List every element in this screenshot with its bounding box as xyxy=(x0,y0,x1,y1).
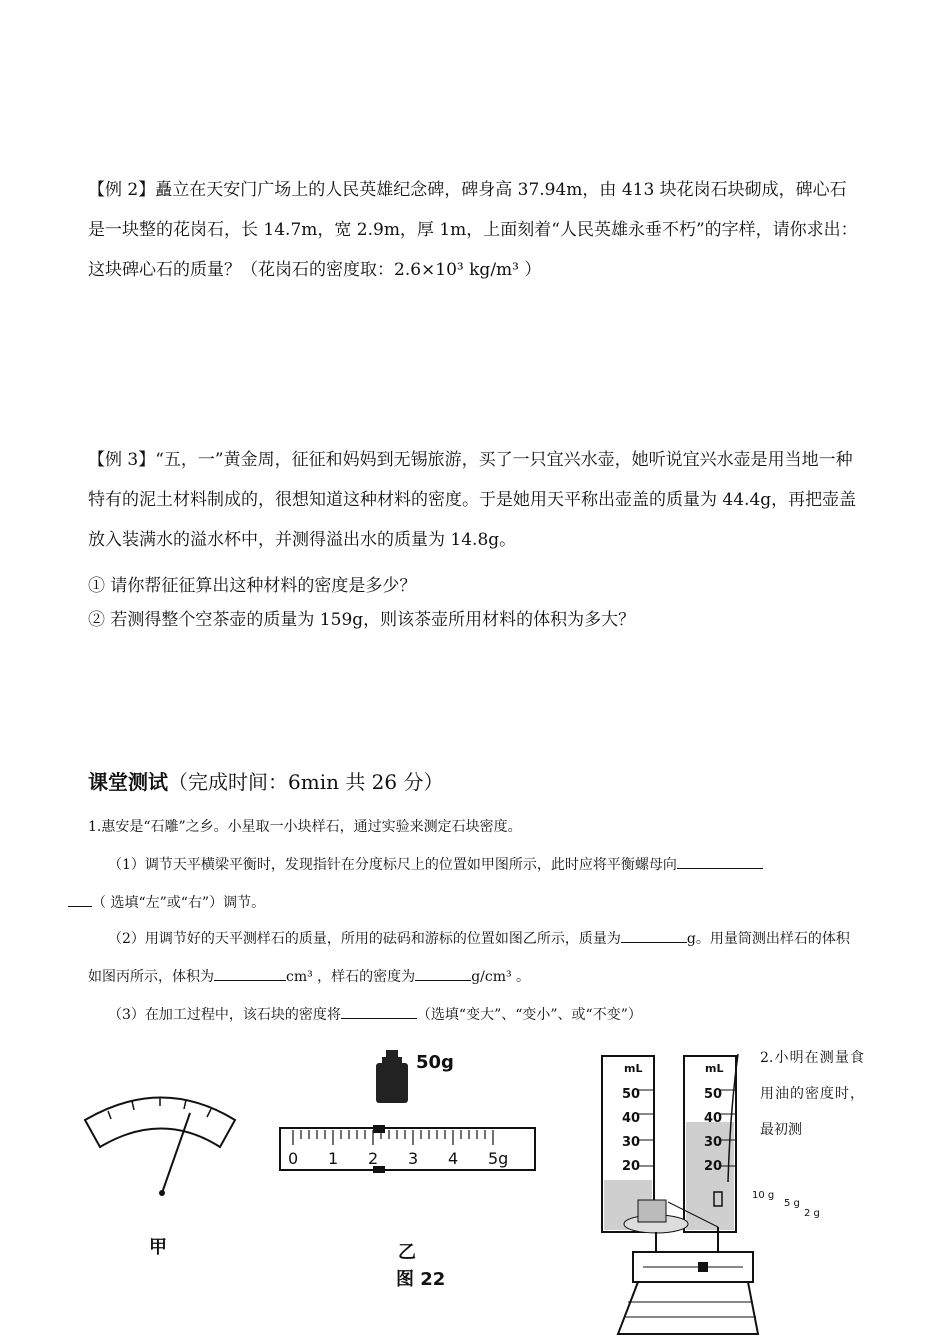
test-title-bold: 课堂测试 xyxy=(88,770,168,794)
rider-scale-figure xyxy=(278,1125,538,1175)
answer-blank-direction-cont[interactable] xyxy=(68,890,92,907)
mark-40: 40 xyxy=(622,1111,641,1126)
test-q1-part1-text: （1）调节天平横梁平衡时，发现指针在分度标尺上的位置如甲图所示，此时应将平衡螺母向 xyxy=(108,857,677,873)
mark-20: 20 xyxy=(622,1159,641,1174)
test-q1-part2-text-d: g/cm³ 。 xyxy=(471,969,531,985)
test-q1-part2-text-b: g。用量筒测出样石的体积如图丙所示，体积为 xyxy=(88,931,850,985)
test-q1-part1-hint: （ 选填“左”或“右”）调节。 xyxy=(92,895,266,911)
test-q1-part3-text: （3）在加工过程中，该石块的密度将 xyxy=(108,1007,341,1023)
figure-yi-caption: 乙 xyxy=(398,1242,416,1263)
answer-blank-volume[interactable] xyxy=(214,964,286,981)
example-2-text: 矗立在天安门广场上的人民英雄纪念碑，碑身高 37.94m，由 413 块花岗石块砌成，碑心石是一块整的花岗石，长 14.7m，宽 2.9m，厚 1m，上面刻着“人民英雄永垂不朽”的字样，请你求出：这块碑心石的质量？（花岗石的密度取：2.6×10³ kg/m³ ） xyxy=(88,180,858,280)
answer-blank-density-change[interactable] xyxy=(341,1002,417,1019)
test-title xyxy=(88,766,444,795)
mark-20: 20 xyxy=(704,1159,723,1174)
balance-weight-5g: 5 g xyxy=(784,1198,800,1209)
example-3-question-2: ② 若测得整个空茶壶的质量为 159g，则该茶壶所用材料的体积为多大？ xyxy=(88,610,636,630)
example-3-text: “五，一”黄金周，征征和妈妈到无锡旅游，买了一只宜兴水壶，她听说宜兴水壶是用当地一种特有的泥土材料制成的，很想知道这种材料的密度。于是她用天平称出壶盖的质量为 44.4g，再把壶盖放入装满水的溢水杯中，并测得溢出水的质量为 14.8g。 xyxy=(88,450,857,550)
test-q1-intro: 1.惠安是“石雕”之乡。小星取一小块样石，通过实验来测定石块密度。 xyxy=(88,819,522,835)
answer-blank-mass[interactable] xyxy=(621,926,687,943)
balance-weight-2g: 2 g xyxy=(804,1208,820,1219)
mark-40: 40 xyxy=(704,1111,723,1126)
test-q1-part2-text-c: cm³ ，样石的密度为 xyxy=(286,969,416,985)
test-q1-part2 xyxy=(88,920,863,996)
test-q1-part3-hint: （选填“变大”、“变小”、或“不变”） xyxy=(416,1007,642,1023)
mark-30: 30 xyxy=(704,1135,723,1150)
example-3-tag: 【例 3】 xyxy=(88,450,156,470)
mark-30: 30 xyxy=(622,1135,641,1150)
test-q1-part1 xyxy=(88,846,863,922)
scale-tick-label: 0 xyxy=(288,1149,299,1168)
balance-weight-10g: 10 g xyxy=(752,1190,775,1201)
scale-tick-label: 4 xyxy=(448,1149,459,1168)
scale-tick-label: 3 xyxy=(408,1149,419,1168)
test-title-rest: （完成时间：6min 共 26 分） xyxy=(168,770,444,794)
mark-50: 50 xyxy=(622,1087,641,1102)
cylinder-unit-right: mL xyxy=(705,1062,724,1075)
cylinder-scale-left xyxy=(622,1083,640,1179)
scale-tick-label: 1 xyxy=(328,1149,339,1168)
example-3-question-1: ① 请你帮征征算出这种材料的密度是多少？ xyxy=(88,576,417,596)
answer-blank-direction[interactable] xyxy=(677,852,763,869)
example-2-tag: 【例 2】 xyxy=(88,180,156,200)
answer-blank-density[interactable] xyxy=(415,964,471,981)
cylinder-scale-right xyxy=(704,1083,722,1179)
example-2 xyxy=(88,170,863,290)
pointer-dial-figure xyxy=(80,1085,245,1215)
scale-tick-label: 2 xyxy=(368,1149,379,1168)
figure-jia-caption: 甲 xyxy=(149,1237,167,1258)
example-3 xyxy=(88,440,863,560)
test-q1-part2-text: （2）用调节好的天平测样石的质量，所用的砝码和游标的位置如图乙所示，质量为 xyxy=(108,931,621,947)
figure-number-caption: 图 22 xyxy=(396,1269,446,1290)
weight-label: 50g xyxy=(416,1052,454,1073)
mark-50: 50 xyxy=(704,1087,723,1102)
cylinder-unit-left: mL xyxy=(624,1062,643,1075)
test-q1-part3 xyxy=(88,996,863,1034)
scale-tick-label: 5g xyxy=(488,1149,509,1168)
test-q2-text: 2.小明在测量食用油的密度时，最初测 xyxy=(760,1050,864,1138)
